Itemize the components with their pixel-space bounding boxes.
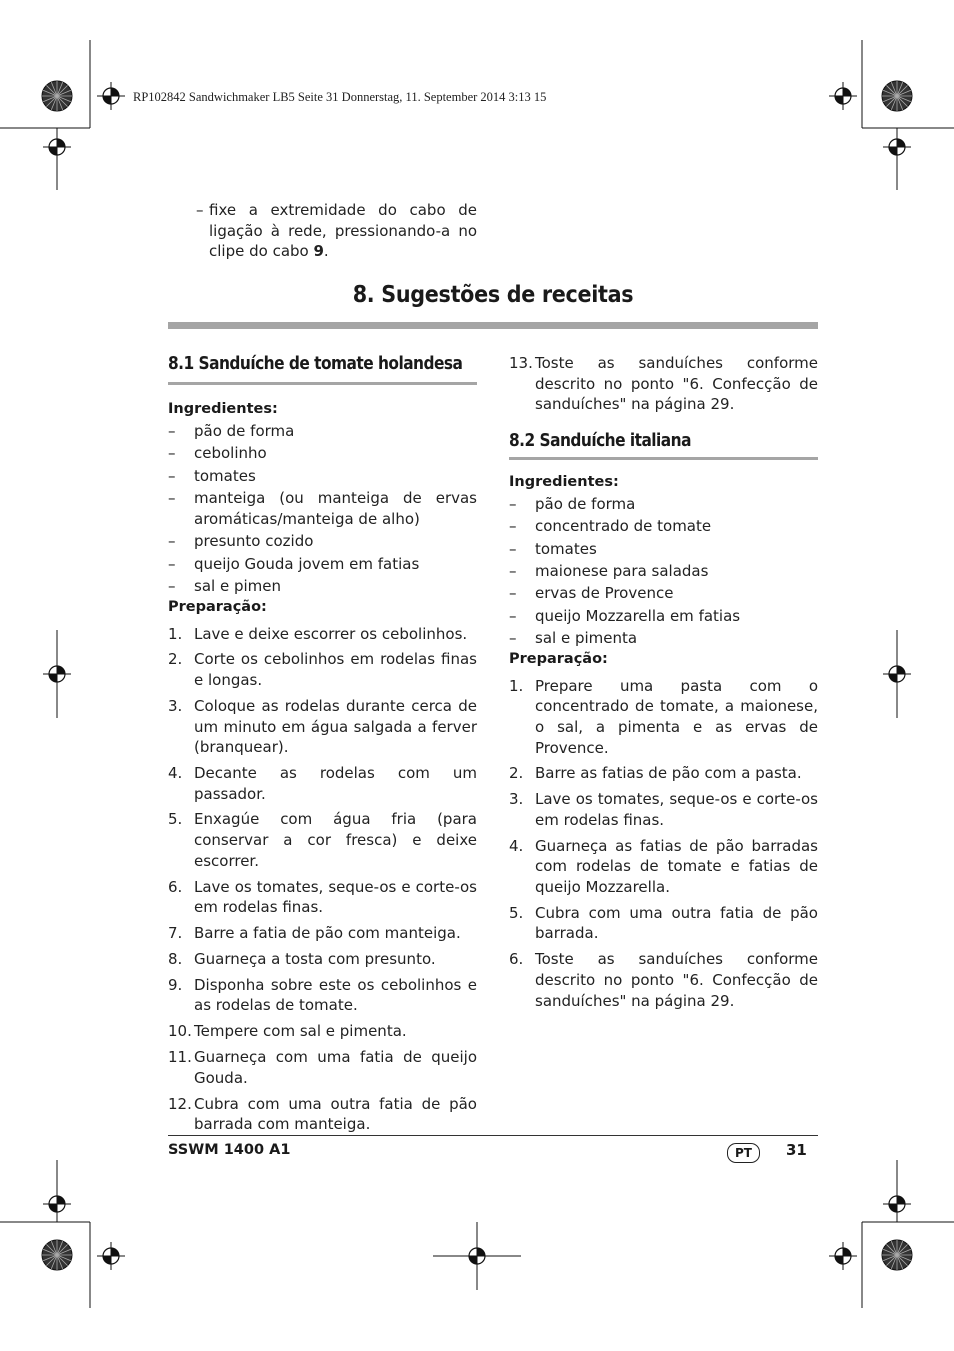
- section-2-steps: [509, 676, 818, 1011]
- step-text: Prepare uma pasta com o concentrado de tomate, a maionese, o sal, a pimenta e as ervas de Provence.: [535, 676, 818, 757]
- step-number: 2.: [509, 764, 524, 783]
- list-dash: –: [509, 494, 517, 513]
- print-header: RP102842 Sandwichmaker LB5 Seite 31 Donnerstag, 11. September 2014 3:13 15: [133, 90, 547, 104]
- list-dash: –: [168, 444, 176, 463]
- list-dash: –: [509, 539, 517, 558]
- ingredient-item: [509, 561, 818, 582]
- step-text: Coloque as rodelas durante cerca de um minuto em água salgada a ferver (branquear).: [194, 696, 477, 757]
- section-1-ingredients-label: Ingredientes:: [168, 401, 278, 417]
- list-dash: –: [168, 532, 176, 551]
- step-item: [168, 923, 477, 944]
- ingredient-item: [168, 554, 477, 575]
- step-text: Corte os cebolinhos em rodelas finas e longas.: [194, 650, 477, 690]
- step-text: Barre a fatia de pão com manteiga.: [194, 924, 461, 943]
- step-item: [168, 809, 477, 871]
- step-text: Disponha sobre este os cebolinhos e as rodelas de tomate.: [194, 975, 477, 1015]
- list-dash: –: [168, 422, 176, 440]
- section-1-preparation-label: Preparação:: [168, 598, 267, 615]
- right-column: [509, 353, 818, 1011]
- step-text: Enxagúe com água fria (para conservar a cor fresca) e deixe escorrer.: [194, 810, 477, 870]
- intro-bold-ref: 9: [313, 242, 324, 261]
- step-item: [509, 903, 818, 944]
- list-dash: –: [509, 629, 517, 648]
- step-item: [168, 1047, 477, 1088]
- section-1-steps: [168, 624, 477, 1135]
- step-number: 10.: [168, 1022, 192, 1041]
- step-item: [509, 676, 818, 758]
- ingredient-item: [168, 466, 477, 487]
- step-item: [509, 789, 818, 830]
- step-text: Guarneça as fatias de pão barradas com rodelas de tomate e fatias de queijo Mozzarella.: [535, 836, 818, 896]
- intro-item: [196, 200, 477, 262]
- ingredient-text: sal e pimenta: [535, 629, 638, 648]
- step-number: 12.: [168, 1094, 192, 1113]
- list-dash: –: [168, 466, 176, 485]
- step-text: Lave os tomates, seque-os e corte-os em rodelas finas.: [535, 790, 818, 829]
- step-item: [509, 763, 818, 784]
- list-dash: –: [509, 606, 517, 625]
- step-text: Lave os tomates, seque-os e corte-os em rodelas finas.: [194, 877, 477, 917]
- step-number: 11.: [168, 1048, 192, 1067]
- section-1-title: 8.1 Sanduíche de tomate holandesa: [168, 354, 463, 374]
- ingredient-text: pão de forma: [194, 422, 295, 440]
- list-dash: –: [168, 576, 176, 595]
- footer-model: SSWM 1400 A1: [168, 1142, 291, 1158]
- list-dash: –: [509, 517, 517, 536]
- ingredient-item: [509, 583, 818, 604]
- step-item: [168, 696, 477, 758]
- step-text: Toste as sanduíches conforme descrito no ponto "6. Confecção de sanduíches" na página 29.: [535, 354, 818, 414]
- step-number: 6.: [509, 950, 524, 969]
- ingredient-text: ervas de Provence: [535, 584, 674, 603]
- ingredient-text: presunto cozido: [194, 532, 314, 551]
- step-number: 13.: [509, 354, 533, 372]
- section-2-ingredients-label: Ingredientes:: [509, 473, 619, 490]
- step-number: 9.: [168, 975, 183, 994]
- step-number: 3.: [168, 696, 183, 715]
- step-item: [168, 1021, 477, 1042]
- step-text: Tempere com sal e pimenta.: [194, 1022, 407, 1041]
- language-badge: PT: [727, 1143, 760, 1163]
- list-dash: –: [509, 561, 517, 580]
- step-number: 6.: [168, 877, 183, 896]
- ingredient-item: [168, 488, 477, 529]
- footer-rule: [168, 1135, 818, 1136]
- step-text: Cubra com uma outra fatia de pão barrada com manteiga.: [194, 1094, 477, 1134]
- page-number: 31: [786, 1141, 807, 1159]
- step-item: [168, 949, 477, 970]
- step-number: 1.: [168, 624, 183, 643]
- ingredient-item: [168, 421, 477, 442]
- section-2-ingredients: [509, 494, 818, 649]
- step-item: [168, 1094, 477, 1135]
- step-number: 4.: [509, 836, 524, 855]
- step-item: [509, 949, 818, 1011]
- ingredient-text: tomates: [194, 466, 256, 485]
- intro-marker: –: [196, 201, 204, 219]
- step-item: [168, 763, 477, 804]
- ingredient-text: queijo Gouda jovem em fatias: [194, 554, 420, 573]
- step-text: Toste as sanduíches conforme descrito no ponto "6. Confecção de sanduíches" na página 29.: [535, 950, 818, 1010]
- list-dash: –: [168, 489, 176, 508]
- ingredient-item: [168, 443, 477, 464]
- section-2-rule: [509, 457, 818, 460]
- step-number: 5.: [509, 903, 524, 922]
- ingredient-text: pão de forma: [535, 494, 636, 513]
- list-dash: –: [168, 554, 176, 573]
- ingredient-item: [509, 539, 818, 560]
- step-text: Lave e deixe escorrer os cebolinhos.: [194, 624, 468, 643]
- intro-text: fixe a extremidade do cabo de ligação à rede, pressionando-a no clipe do cabo 9.: [209, 201, 477, 261]
- section-1-rule: [168, 382, 477, 385]
- step-text: Decante as rodelas com um passador.: [194, 763, 477, 803]
- section-2-preparation-label: Preparação:: [509, 650, 608, 667]
- step-text: Cubra com uma outra fatia de pão barrada.: [535, 903, 818, 943]
- list-dash: –: [509, 584, 517, 603]
- step-item: [168, 975, 477, 1016]
- ingredient-text: maionese para saladas: [535, 561, 709, 580]
- step-number: 8.: [168, 949, 183, 968]
- step-item: [168, 624, 477, 645]
- ingredient-text: queijo Mozzarella em fatias: [535, 606, 741, 625]
- ingredient-text: manteiga (ou manteiga de ervas aromáticas/manteiga de alho): [194, 489, 477, 528]
- chapter-title-bar: [168, 322, 818, 329]
- section-1-steps-continued: [509, 353, 818, 415]
- ingredient-item: [509, 516, 818, 537]
- ingredient-text: tomates: [535, 539, 597, 558]
- step-number: 1.: [509, 676, 524, 695]
- ingredient-item: [168, 531, 477, 552]
- step-text: Barre as fatias de pão com a pasta.: [535, 764, 802, 783]
- ingredient-item: [509, 606, 818, 627]
- ingredient-item: [509, 628, 818, 649]
- section-1: [168, 354, 477, 1135]
- section-2-title: 8.2 Sanduíche italiana: [509, 430, 691, 451]
- chapter-title: 8. Sugestões de receitas: [352, 282, 634, 308]
- step-item: [168, 877, 477, 918]
- step-number: 2.: [168, 650, 183, 669]
- step-number: 4.: [168, 763, 183, 782]
- step-text: Guarneça a tosta com presunto.: [194, 949, 436, 968]
- step-number: 5.: [168, 810, 183, 829]
- ingredient-item: [509, 494, 818, 515]
- step-number: 7.: [168, 924, 183, 943]
- section-1-ingredients: [168, 421, 477, 597]
- step-item: [509, 836, 818, 898]
- ingredient-item: [168, 576, 477, 597]
- step-item: [509, 353, 818, 415]
- step-number: 3.: [509, 790, 524, 809]
- ingredient-text: cebolinho: [194, 444, 267, 463]
- ingredient-text: concentrado de tomate: [535, 517, 712, 536]
- step-text: Guarneça com uma fatia de queijo Gouda.: [194, 1048, 477, 1087]
- step-item: [168, 649, 477, 690]
- ingredient-text: sal e pimen: [194, 576, 281, 595]
